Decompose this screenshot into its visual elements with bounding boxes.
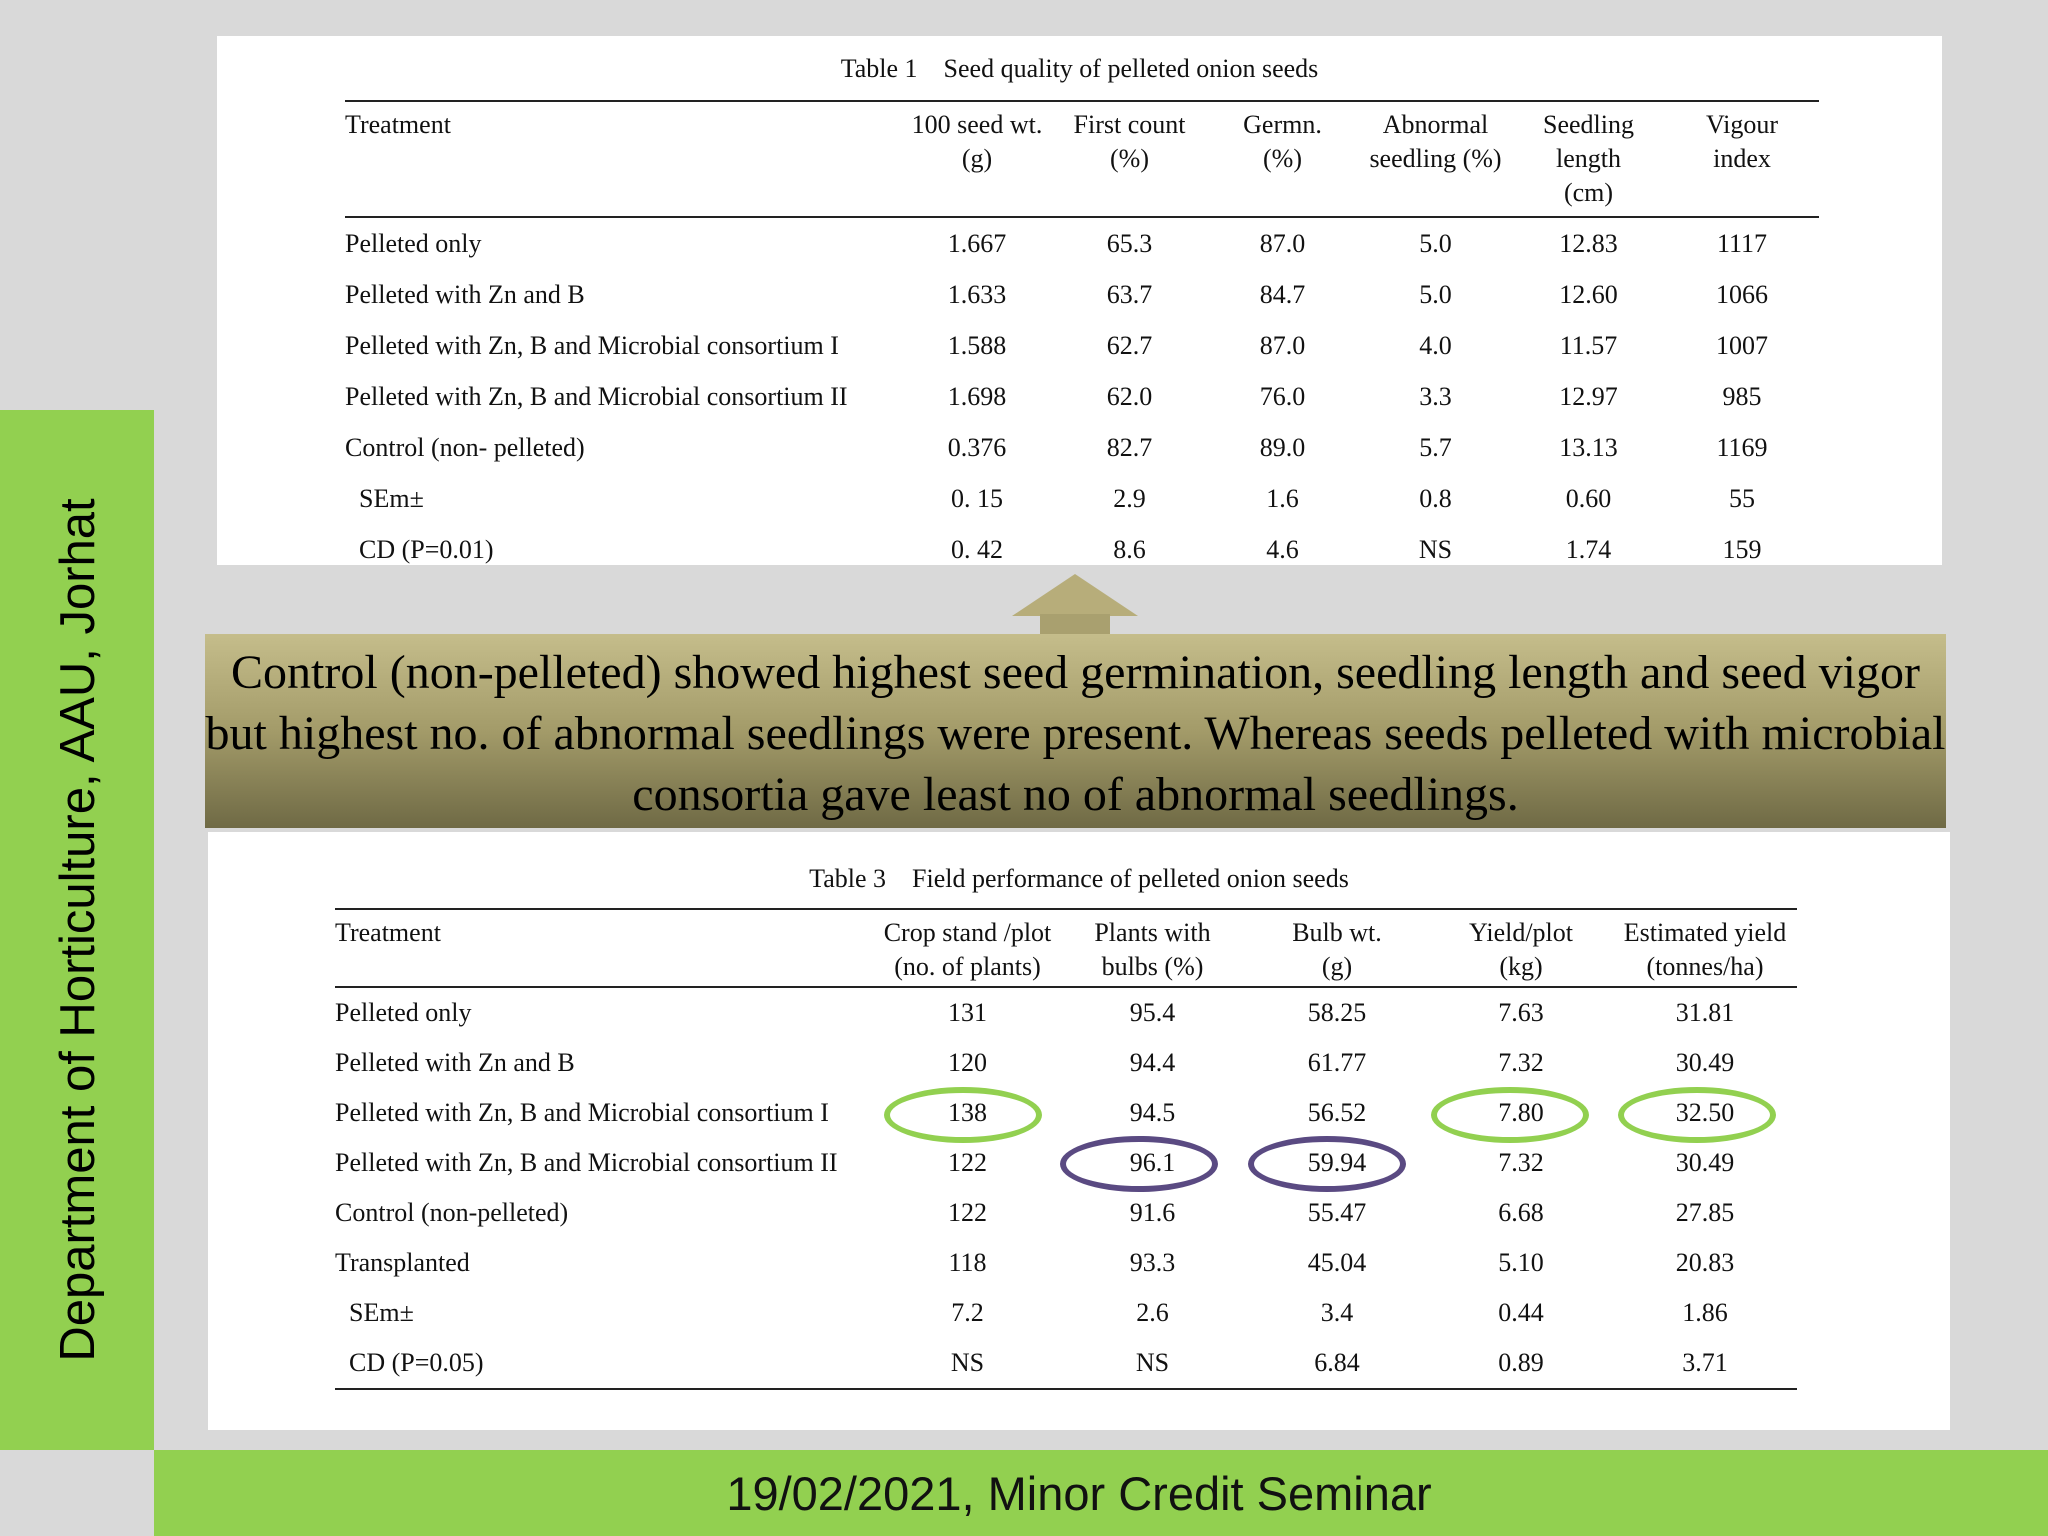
table1-row	[345, 422, 1819, 473]
table1-row	[345, 320, 1819, 371]
table3-header-cell: Bulb wt. (g)	[1292, 918, 1382, 981]
table3-cell: Pelleted with Zn, B and Microbial consortium I	[335, 1098, 829, 1127]
table3-cell: 31.81	[1675, 998, 1735, 1027]
table3-cell: CD (P=0.05)	[349, 1348, 484, 1377]
table1-cell: 55	[1729, 484, 1755, 513]
table3-caption: Table 3 Field performance of pelleted onion seeds	[809, 864, 1349, 893]
highlight-ellipse-yield-plot	[1431, 1087, 1589, 1143]
table1-header-cell: 100 seed wt. (g)	[911, 110, 1043, 173]
table1-cell: 0.376	[947, 433, 1007, 462]
table3-cell: 6.68	[1498, 1198, 1544, 1227]
table1-cell: 8.6	[1113, 535, 1146, 564]
table3-cell: 3.4	[1320, 1298, 1354, 1327]
table3-cell: Transplanted	[335, 1248, 470, 1277]
table3-header-cell: Yield/plot (kg)	[1469, 918, 1573, 981]
table3-cell: 7.32	[1498, 1148, 1544, 1177]
table3-row	[335, 1338, 1797, 1389]
table3-cell: Pelleted with Zn and B	[335, 1048, 575, 1077]
table3-cell: 131	[948, 998, 987, 1027]
table1-cell: 1007	[1716, 331, 1768, 360]
table1-cell: Control (non- pelleted)	[345, 433, 585, 462]
table3-cell: Pelleted with Zn, B and Microbial consortium II	[335, 1148, 838, 1177]
table3-row	[335, 987, 1797, 1038]
table1-header-cell: Seedling length (cm)	[1543, 110, 1634, 207]
department-label: Department of Horticulture, AAU, Jorhat	[51, 498, 105, 1362]
table1-cell: 4.0	[1419, 331, 1452, 360]
table1-cell: 5.7	[1419, 433, 1452, 462]
table1-caption: Table 1 Seed quality of pelleted onion seeds	[840, 54, 1319, 83]
table3-cell: 59.94	[1307, 1148, 1367, 1177]
highlight-ellipse-plants-with-bulbs	[1060, 1136, 1218, 1192]
table1-header-row	[345, 101, 1819, 217]
highlight-ellipse-estimated-yield	[1618, 1087, 1776, 1143]
table3-header-row	[335, 909, 1797, 987]
highlight-ellipse-bulb-wt	[1248, 1136, 1406, 1192]
table1-cell: 62.7	[1106, 331, 1153, 360]
table3-cell: 93.3	[1129, 1248, 1176, 1277]
table3-cell: 45.04	[1307, 1248, 1367, 1277]
table1-cell: SEm±	[359, 484, 424, 513]
table1-cell: 82.7	[1106, 433, 1153, 462]
table1-cell: 1.588	[947, 331, 1007, 360]
table3-cell: Control (non-pelleted)	[335, 1198, 569, 1227]
table1-cell: NS	[1418, 535, 1453, 564]
table1-cell: 985	[1722, 382, 1762, 411]
table3-cell: 27.85	[1675, 1198, 1735, 1227]
table1-cell: 65.3	[1106, 229, 1153, 258]
table3-cell: 1.86	[1682, 1298, 1728, 1327]
table1-cell: 1.6	[1266, 484, 1299, 513]
table1-cell: 12.60	[1559, 280, 1618, 309]
table1-cell: 1.698	[947, 382, 1007, 411]
table1-cell: 11.57	[1559, 331, 1618, 360]
table3-cell: 0.44	[1498, 1298, 1544, 1327]
table3-cell: 138	[948, 1098, 987, 1127]
table3-cell: 7.63	[1498, 998, 1544, 1027]
table1-body	[345, 217, 1819, 575]
table1-cell: 1169	[1716, 433, 1768, 462]
table1-cell: Pelleted with Zn, B and Microbial consortium II	[345, 382, 848, 411]
table3-cell: Pelleted only	[335, 998, 472, 1027]
table3-cell: 30.49	[1675, 1048, 1735, 1077]
table3-cell: 120	[948, 1048, 987, 1077]
table3-cell: 7.80	[1498, 1098, 1544, 1127]
table1-row	[345, 269, 1819, 320]
table3-cell: 5.10	[1498, 1248, 1544, 1277]
table3-cell: 7.2	[951, 1298, 984, 1327]
table3-cell: 96.1	[1129, 1148, 1176, 1177]
table1-cell: 2.9	[1113, 484, 1146, 513]
table1-cell: 1.633	[947, 280, 1007, 309]
table1-cell: 1.667	[947, 229, 1007, 258]
table3-cell: 61.77	[1307, 1048, 1367, 1077]
table3-cell: 3.71	[1682, 1348, 1728, 1377]
table1-cell: 5.0	[1419, 280, 1452, 309]
table1-header-cell: Vigour index	[1705, 110, 1779, 173]
table3-header-cell: Crop stand /plot (no. of plants)	[883, 918, 1052, 981]
table1-row	[345, 371, 1819, 422]
table1-cell: 12.97	[1559, 382, 1618, 411]
table1-cell: 1117	[1716, 229, 1768, 258]
table1-cell: 12.83	[1559, 229, 1618, 258]
table1-cell: 62.0	[1106, 382, 1153, 411]
table3-header-cell: Estimated yield (tonnes/ha)	[1623, 918, 1787, 981]
table1-cell: 0.60	[1565, 484, 1612, 513]
table1-cell: 76.0	[1259, 382, 1306, 411]
table3-cell: 118	[948, 1248, 987, 1277]
table3-cell: 32.50	[1675, 1098, 1735, 1127]
table3-cell: 122	[948, 1148, 987, 1177]
table3-cell: 2.6	[1136, 1298, 1169, 1327]
table1-cell: 5.0	[1419, 229, 1452, 258]
table3-body	[335, 987, 1797, 1389]
table1-cell: 0. 42	[951, 535, 1003, 564]
table3-row	[335, 1238, 1797, 1288]
table3-cell: 55.47	[1307, 1198, 1367, 1227]
table1-cell: 87.0	[1259, 331, 1306, 360]
table1-cell: 0. 15	[951, 484, 1003, 513]
table1-header-cell: First count (%)	[1073, 110, 1186, 173]
table3-cell: NS	[1135, 1348, 1170, 1377]
table1-cell: CD (P=0.01)	[359, 535, 494, 564]
table1-cell: 0.8	[1419, 484, 1452, 513]
table1-cell: 13.13	[1559, 433, 1618, 462]
table1-cell: 4.6	[1266, 535, 1299, 564]
table3-cell: 30.49	[1675, 1148, 1735, 1177]
table3-cell: 94.4	[1129, 1048, 1176, 1077]
table1-cell: Pelleted only	[345, 229, 482, 258]
table1-cell: 87.0	[1259, 229, 1306, 258]
table3-cell: 58.25	[1307, 998, 1367, 1027]
table3-row	[335, 1038, 1797, 1088]
table3-cell: 94.5	[1129, 1098, 1176, 1127]
table1-header-cell: Abnormal seedling (%)	[1369, 110, 1502, 173]
footer-text: 19/02/2021, Minor Credit Seminar	[726, 1467, 1432, 1520]
table3-cell: 95.4	[1129, 998, 1176, 1027]
up-arrow-icon	[1012, 574, 1138, 616]
table3-panel	[208, 832, 1950, 1430]
table1-cell: 89.0	[1259, 433, 1306, 462]
table1-cell: 63.7	[1106, 280, 1153, 309]
table3	[335, 908, 1797, 1390]
table1-cell: 159	[1722, 535, 1762, 564]
table1-cell: 3.3	[1419, 382, 1452, 411]
table3-cell: 0.89	[1498, 1348, 1544, 1377]
table3-cell: 20.83	[1675, 1248, 1735, 1277]
table3-cell: 6.84	[1314, 1348, 1360, 1377]
table3-cell: 7.32	[1498, 1048, 1544, 1077]
table3-cell: NS	[950, 1348, 985, 1377]
table1-header-cell: Treatment	[345, 110, 451, 139]
table1-row	[345, 217, 1819, 269]
table3-header-cell: Plants with bulbs (%)	[1094, 918, 1211, 981]
summary-text: Control (non-pelleted) showed highest seed germination, seedling length and seed vigor but highest no. of abnormal seedlings were present. Whereas seeds pelleted with microbial consortia gave least no of abnormal seedlings.	[205, 646, 1946, 821]
table1-cell: 1066	[1716, 280, 1768, 309]
table3-row	[335, 1188, 1797, 1238]
table1-cell: 1.74	[1565, 535, 1612, 564]
table1-cell: Pelleted with Zn, B and Microbial consortium I	[345, 331, 839, 360]
table1-row	[345, 473, 1819, 524]
summary-box	[205, 634, 1946, 828]
table3-cell: 56.52	[1307, 1098, 1367, 1127]
table1-cell: 84.7	[1259, 280, 1306, 309]
up-arrow-stem	[1040, 614, 1110, 634]
table1-header-cell: Germn. (%)	[1243, 110, 1322, 173]
table3-cell: 91.6	[1129, 1198, 1176, 1227]
table1-row	[345, 524, 1819, 575]
highlight-ellipse-crop-stand	[884, 1087, 1042, 1143]
table3-header-cell: Treatment	[335, 918, 441, 947]
table3-cell: 122	[948, 1198, 987, 1227]
table3-row	[335, 1288, 1797, 1338]
table3-cell: SEm±	[349, 1298, 414, 1327]
table1-cell: Pelleted with Zn and B	[345, 280, 585, 309]
table1-panel	[217, 36, 1942, 565]
table1	[345, 100, 1819, 575]
